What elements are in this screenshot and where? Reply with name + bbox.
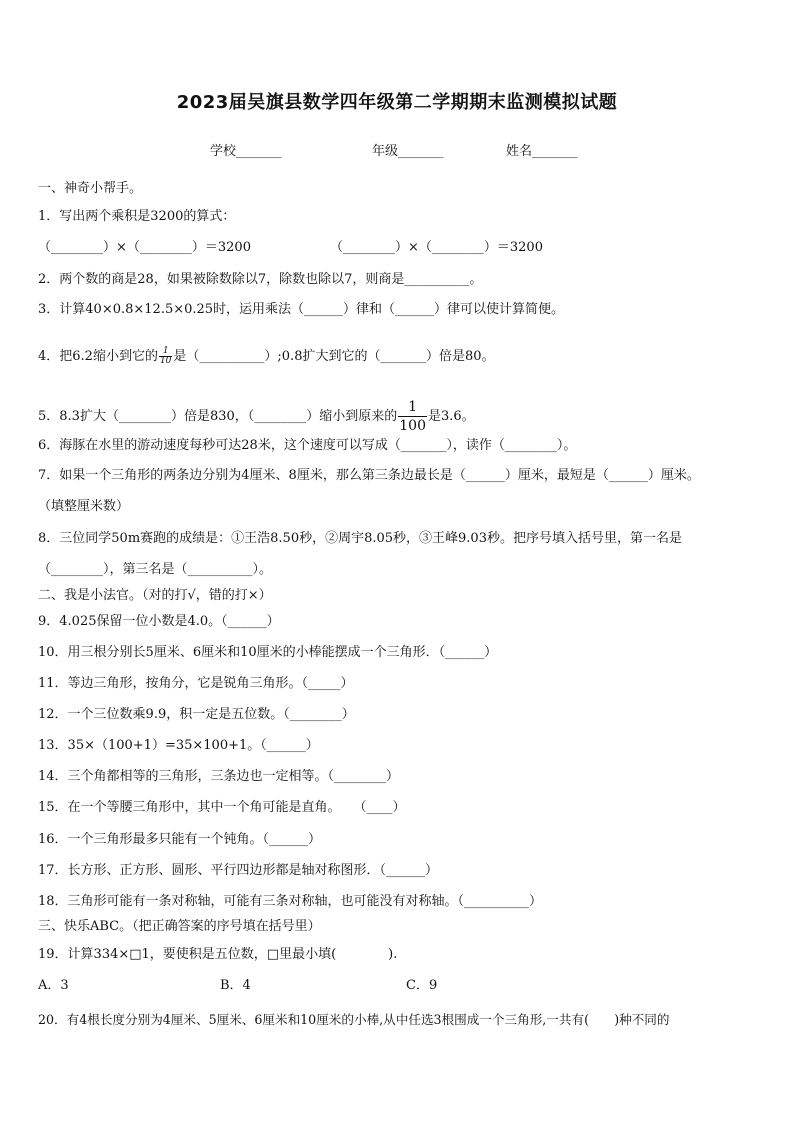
question-19: 19．计算334×□1，要使积是五位数，□里最小填( ). <box>38 947 398 962</box>
question-10: 10．用三根分别长5厘米、6厘米和10厘米的小棒能摆成一个三角形．（______） <box>38 645 498 660</box>
section-2-heading: 二、我是小法官。（对的打√，错的打×） <box>38 588 272 603</box>
question-1-blank-a: （________）×（________）＝3200 <box>38 240 251 255</box>
fraction-numerator: 1 <box>398 400 427 417</box>
question-3: 3．计算40×0.8×12.5×0.25时，运用乘法（______）律和（______）律可以使计算简便。 <box>38 302 565 317</box>
question-4-text-before: 4．把6.2缩小到它的 <box>38 349 158 364</box>
question-4-text-after: 是（__________）;0.8扩大到它的（_______）倍是80。 <box>173 349 495 364</box>
question-13: 13．35×（100+1）=35×100+1。（______） <box>38 738 319 753</box>
question-5 <box>38 400 764 433</box>
question-8-blanks: （________），第三名是（__________）。 <box>38 562 273 577</box>
fraction-one-tenth <box>159 347 172 366</box>
question-5-text-before: 5．8.3扩大（________）倍是830，（________）缩小到原来的 <box>38 409 398 424</box>
question-8: 8．三位同学50m赛跑的成绩是：①王浩8.50秒，②周宇8.05秒，③王峰9.03秒。把序号填入括号里，第一名是 <box>38 531 682 546</box>
question-2: 2．两个数的商是28，如果被除数除以7，除数也除以7，则商是__________。 <box>38 272 483 287</box>
question-15: 15．在一个等腰三角形中，其中一个角可能是直角。 （____） <box>38 800 406 815</box>
question-17: 17．长方形、正方形、圆形、平行四边形都是轴对称图形．（______） <box>38 863 439 878</box>
question-7-note: （填整厘米数） <box>38 499 130 514</box>
question-1-blank-b: （________）×（________）＝3200 <box>330 240 543 255</box>
question-1: 1．写出两个乘积是3200的算式： <box>38 209 236 224</box>
fraction-one-hundredth <box>398 400 427 433</box>
option-a: A．3 <box>38 978 69 993</box>
question-4 <box>38 347 764 366</box>
section-3-heading: 三、快乐ABC。（把正确答案的序号填在括号里） <box>38 919 321 934</box>
question-9: 9．4.025保留一位小数是4.0。（______） <box>38 614 280 629</box>
option-b: B．4 <box>220 978 251 993</box>
name-field: 姓名_______ <box>506 144 578 159</box>
fraction-numerator: 1 <box>159 347 172 357</box>
question-11: 11．等边三角形，按角分，它是锐角三角形。（_____） <box>38 676 354 691</box>
question-18: 18．三角形可能有一条对称轴，可能有三条对称轴，也可能没有对称轴。（__________） <box>38 894 543 909</box>
grade-field: 年级_______ <box>372 144 444 159</box>
page-title: 2023届吴旗县数学四年级第二学期期末监测模拟试题 <box>176 92 618 113</box>
question-14: 14．三个角都相等的三角形，三条边也一定相等。（________） <box>38 769 400 784</box>
question-16: 16．一个三角形最多只能有一个钝角。（______） <box>38 832 322 847</box>
fraction-denominator: 10 <box>159 356 172 366</box>
option-c: C．9 <box>406 978 438 993</box>
question-6: 6．海豚在水里的游动速度每秒可达28米，这个速度可以写成（_______），读作（________）。 <box>38 438 577 453</box>
fraction-denominator: 100 <box>399 418 426 434</box>
question-20: 20．有4根长度分别为4厘米、5厘米、6厘米和10厘米的小棒,从中任选3根围成一个三角形,一共有( )种不同的 <box>38 1012 670 1027</box>
question-7: 7．如果一个三角形的两条边分别为4厘米、8厘米，那么第三条边最长是（______）厘米，最短是（______）厘米。 <box>38 468 700 483</box>
section-1-heading: 一、神奇小帮手。 <box>38 181 143 196</box>
school-field: 学校_______ <box>210 144 282 159</box>
question-5-text-after: 是3.6。 <box>428 409 475 424</box>
question-12: 12．一个三位数乘9.9，积一定是五位数。（________） <box>38 707 355 722</box>
